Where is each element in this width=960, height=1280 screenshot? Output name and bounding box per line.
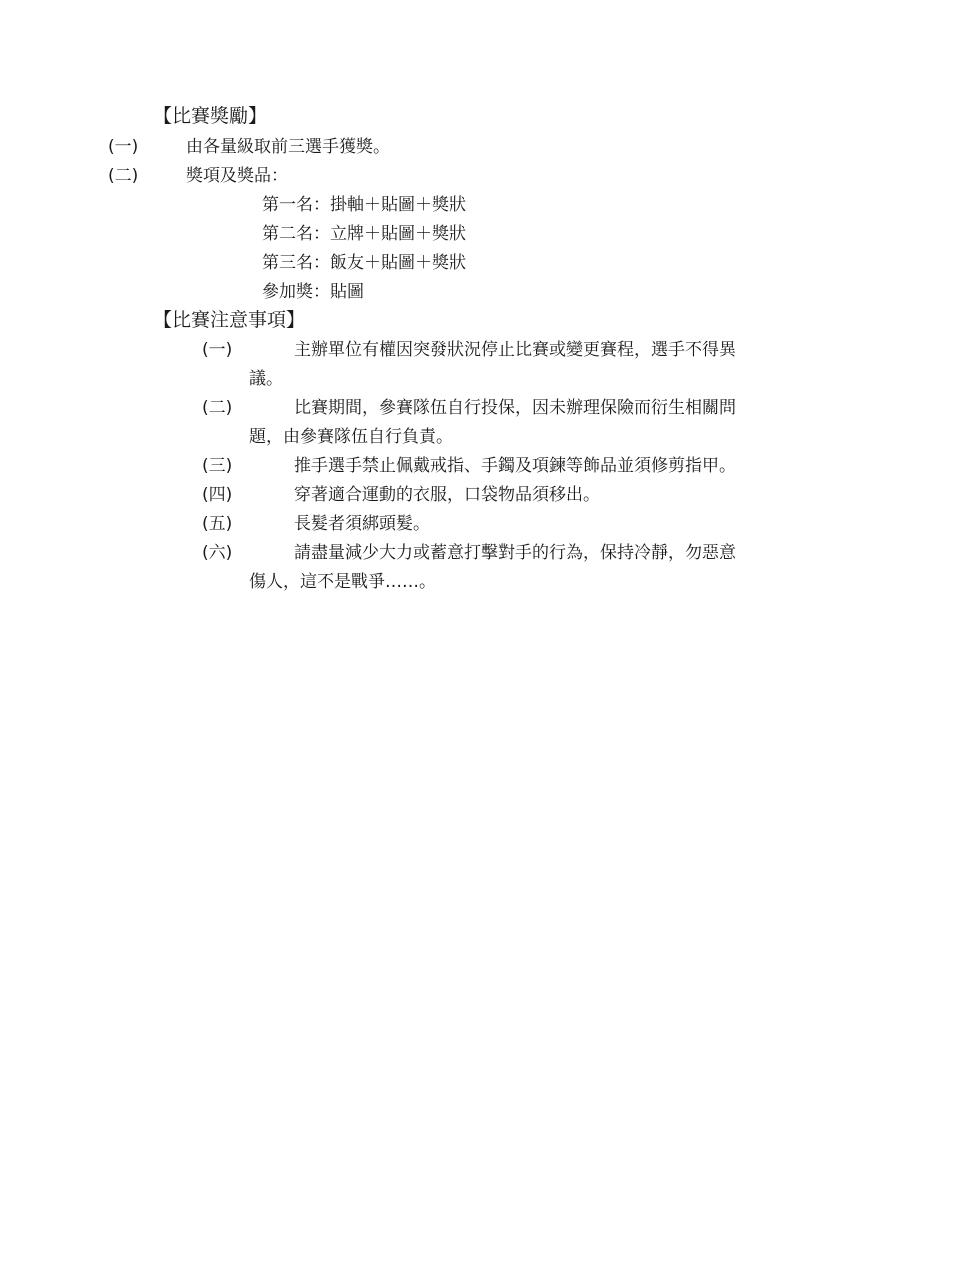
notes-item-4-number: (四) [202, 485, 233, 505]
prize-second: 第二名：立牌＋貼圖＋獎狀 [262, 224, 466, 244]
awards-heading: 【比賽獎勵】 [153, 105, 268, 127]
notes-item-3-line-1: 推手選手禁止佩戴戒指、手鐲及項鍊等飾品並須修剪指甲。 [294, 456, 736, 476]
awards-item-2-number: (二) [108, 166, 139, 186]
notes-item-2-line-1: 比賽期間，參賽隊伍自行投保，因未辦理保險而衍生相關問 [294, 398, 736, 418]
notes-item-5-line-1: 長髮者須綁頭髮。 [294, 514, 430, 534]
prize-first: 第一名：掛軸＋貼圖＋獎狀 [262, 195, 466, 215]
awards-item-1-number: (一) [108, 137, 139, 157]
notes-item-1-line-1: 主辦單位有權因突發狀況停止比賽或變更賽程，選手不得異 [294, 340, 736, 360]
notes-item-1-number: (一) [202, 340, 233, 360]
awards-item-1-text: 由各量級取前三選手獲獎。 [186, 137, 390, 157]
notes-item-6-line-2: 傷人，這不是戰爭……。 [249, 572, 436, 592]
notes-item-6-number: (六) [202, 543, 233, 563]
notes-item-2-line-2: 題，由參賽隊伍自行負責。 [249, 427, 453, 447]
prize-participation: 參加獎：貼圖 [262, 282, 364, 302]
notes-item-4-line-1: 穿著適合運動的衣服，口袋物品須移出。 [294, 485, 600, 505]
notes-item-6-line-1: 請盡量減少大力或蓄意打擊對手的行為，保持冷靜，勿惡意 [294, 543, 736, 563]
prize-third: 第三名：飯友＋貼圖＋獎狀 [262, 253, 466, 273]
notes-item-2-number: (二) [202, 398, 233, 418]
notes-heading: 【比賽注意事項】 [153, 309, 306, 331]
awards-item-2-text: 獎項及獎品： [186, 166, 288, 186]
notes-item-5-number: (五) [202, 514, 233, 534]
notes-item-3-number: (三) [202, 456, 233, 476]
notes-item-1-line-2: 議。 [249, 369, 283, 389]
